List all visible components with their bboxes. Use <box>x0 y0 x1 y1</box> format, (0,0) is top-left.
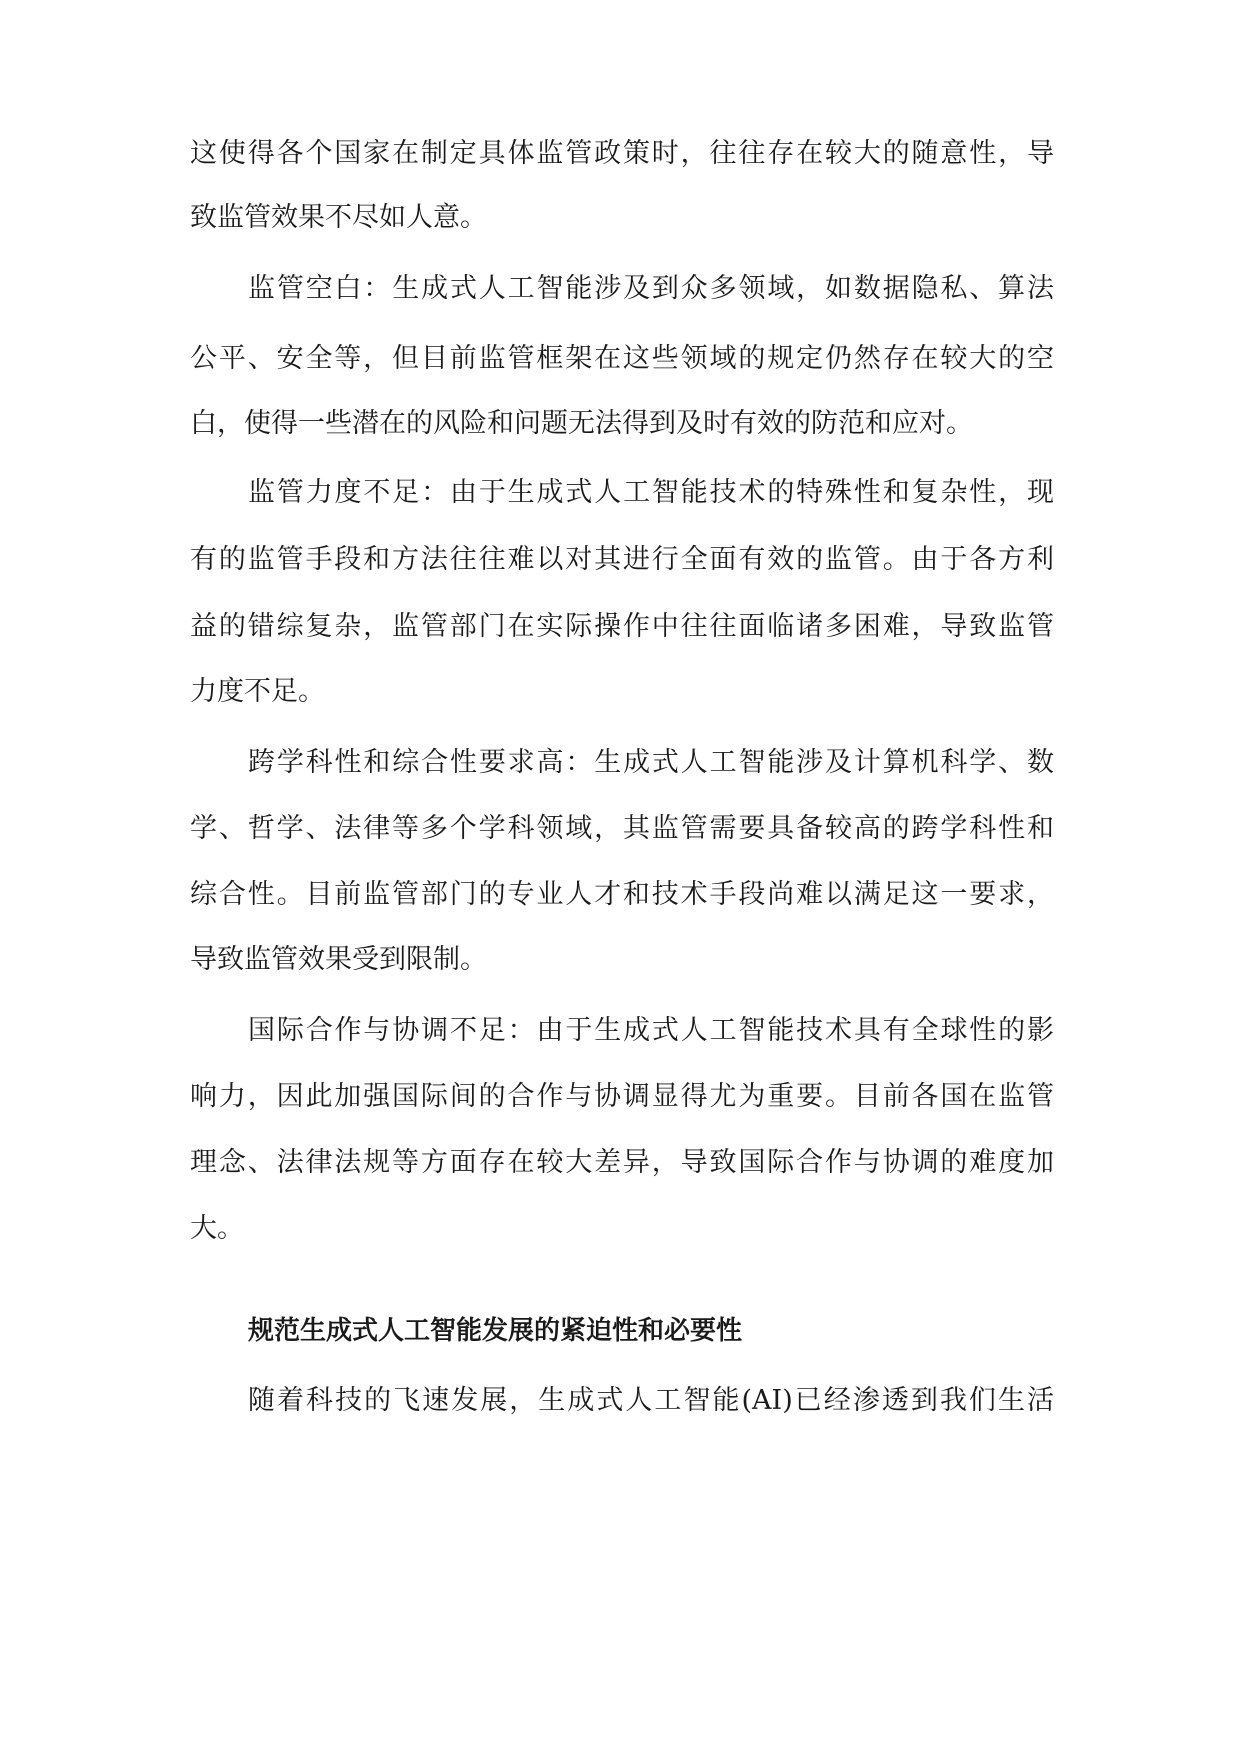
paragraph-5-line-4: 大。 <box>190 1213 244 1244</box>
paragraph-1-line-2: 致监管效果不尽如人意。 <box>190 202 487 233</box>
paragraph-2-line-3: 白，使得一些潜在的风险和问题无法得到及时有效的防范和应对。 <box>190 408 973 439</box>
paragraph-4-line-2: 学、哲学、法律等多个学科领域，其监管需要具备较高的跨学科性和 <box>190 813 1054 844</box>
paragraph-5-line-2: 响力，因此加强国际间的合作与协调显得尤为重要。目前各国在监管 <box>190 1081 1054 1112</box>
paragraph-4-line-4: 导致监管效果受到限制。 <box>190 944 487 975</box>
paragraph-3-line-2: 有的监管手段和方法往往难以对其进行全面有效的监管。由于各方利 <box>190 544 1054 575</box>
paragraph-6-line-1: 随着科技的飞速发展，生成式人工智能(AI)已经渗透到我们生活 <box>248 1385 1054 1416</box>
paragraph-2-line-2: 公平、安全等，但目前监管框架在这些领域的规定仍然存在较大的空 <box>190 343 1054 374</box>
paragraph-2-line-1: 监管空白：生成式人工智能涉及到众多领域，如数据隐私、算法 <box>248 273 1054 304</box>
paragraph-1-line-1: 这使得各个国家在制定具体监管政策时，往往存在较大的随意性，导 <box>190 138 1054 169</box>
paragraph-5-line-1: 国际合作与协调不足：由于生成式人工智能技术具有全球性的影 <box>248 1015 1054 1046</box>
document-page <box>190 0 1054 1754</box>
paragraph-5-line-3: 理念、法律法规等方面存在较大差异，导致国际合作与协调的难度加 <box>190 1147 1054 1178</box>
paragraph-4-line-3: 综合性。目前监管部门的专业人才和技术手段尚难以满足这一要求， <box>190 879 1054 910</box>
paragraph-4-line-1: 跨学科性和综合性要求高：生成式人工智能涉及计算机科学、数 <box>248 747 1054 778</box>
paragraph-3-line-1: 监管力度不足：由于生成式人工智能技术的特殊性和复杂性，现 <box>248 477 1054 508</box>
section-heading: 规范生成式人工智能发展的紧迫性和必要性 <box>248 1316 743 1346</box>
paragraph-3-line-3: 益的错综复杂，监管部门在实际操作中往往面临诸多困难，导致监管 <box>190 611 1054 642</box>
paragraph-3-line-4: 力度不足。 <box>190 676 325 707</box>
